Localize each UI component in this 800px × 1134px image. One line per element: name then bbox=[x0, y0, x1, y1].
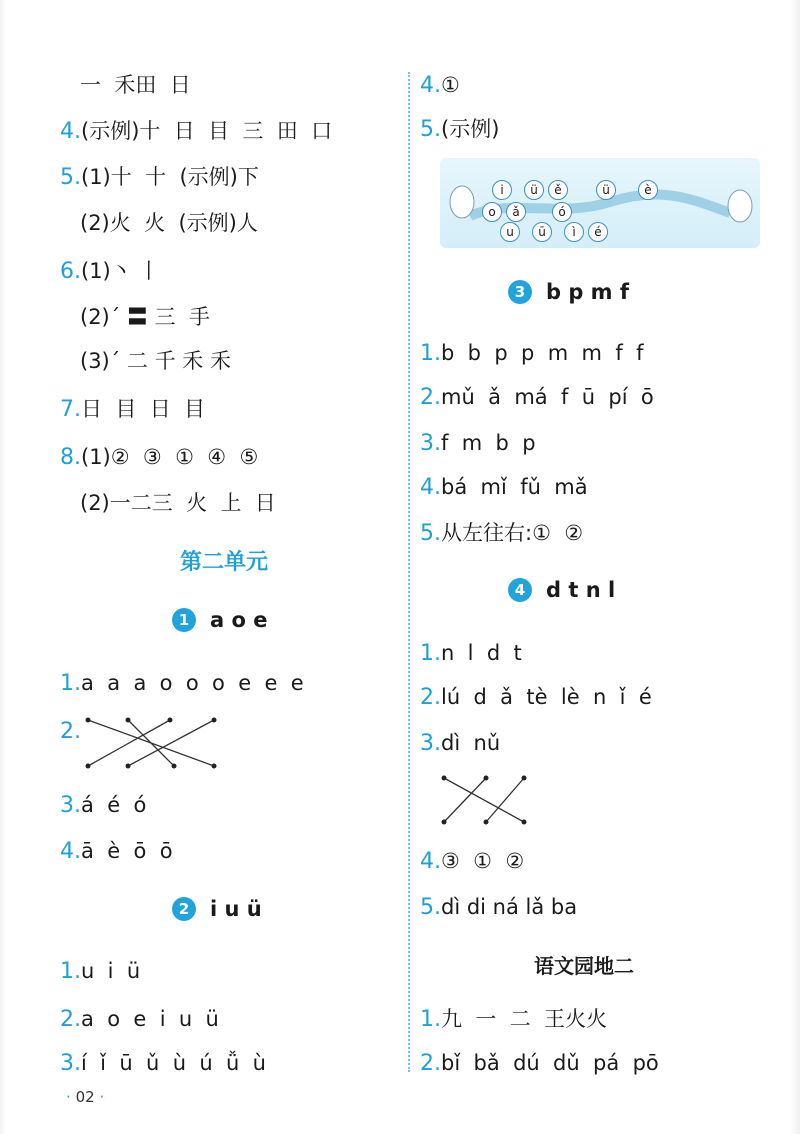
l4-answer-2: 2.lú d ǎ tè lè n ǐ é bbox=[420, 685, 652, 710]
syllable-stone: o bbox=[482, 202, 502, 222]
syllable-stone: ü bbox=[524, 180, 544, 200]
page-number: · 02 · bbox=[66, 1088, 105, 1106]
l1-answer-2: 2. bbox=[60, 719, 81, 744]
syllable-stone: u bbox=[500, 222, 520, 242]
lesson-badge: 3 bbox=[508, 280, 532, 304]
answer-4: 4.(示例)十 日 目 三 田 口 bbox=[60, 119, 333, 144]
l4-answer-4: 4.③ ① ② bbox=[420, 849, 525, 874]
answer-5-1: 5.(1)十 十 (示例)下 bbox=[60, 165, 259, 190]
syllable-stone: i bbox=[492, 180, 512, 200]
illustration-path bbox=[440, 158, 760, 248]
lesson-heading-4 bbox=[508, 578, 615, 602]
l3-answer-4: 4.bá mǐ fǔ mǎ bbox=[420, 475, 588, 500]
answer-r5: 5.(示例) bbox=[420, 117, 500, 142]
l1-answer-4: 4.ā è ō ō bbox=[60, 839, 173, 864]
matching-diagram-1 bbox=[80, 712, 230, 772]
lesson-badge: 1 bbox=[172, 608, 196, 632]
syllable-stone: ì bbox=[564, 222, 584, 242]
lesson-heading-3 bbox=[508, 280, 629, 304]
garden-answer-2: 2.bǐ bǎ dú dǔ pá pō bbox=[420, 1051, 659, 1076]
l3-answer-5: 5.从左往右:① ② bbox=[420, 521, 584, 546]
syllable-stone: ě bbox=[548, 180, 568, 200]
lesson-badge: 2 bbox=[172, 897, 196, 921]
matching-diagram-2 bbox=[438, 770, 538, 830]
answer-8-1: 8.(1)② ③ ① ④ ⑤ bbox=[60, 445, 259, 470]
syllable-stone: è bbox=[638, 180, 658, 200]
l4-answer-3: 3.dì nǔ bbox=[420, 731, 501, 756]
garden-answer-1: 1.九 一 二 王火火 bbox=[420, 1007, 608, 1032]
answer-6-1: 6.(1)丶 丨 bbox=[60, 259, 160, 284]
answer-8-2: (2)一二三 火 上 日 bbox=[80, 491, 276, 515]
l1-answer-1: 1.a a a o o o e e e bbox=[60, 671, 304, 696]
lesson-letters: b p m f bbox=[546, 280, 630, 304]
l3-answer-3: 3.f m b p bbox=[420, 431, 536, 456]
answer-7: 7.日 目 日 目 bbox=[60, 397, 206, 422]
garden-title: 语文园地二 bbox=[534, 954, 634, 978]
answer-6-2: (2)ˊ 〓 三 手 bbox=[80, 305, 210, 329]
lesson-heading-1 bbox=[172, 608, 267, 632]
l2-answer-2: 2.a o e i u ü bbox=[60, 1007, 219, 1032]
l2-answer-1: 1.u i ü bbox=[60, 959, 141, 984]
lesson-letters: i u ü bbox=[210, 897, 262, 921]
syllable-stone: ü bbox=[596, 180, 616, 200]
l4-answer-1: 1.n l d t bbox=[420, 641, 522, 666]
column-divider bbox=[408, 72, 410, 1072]
l3-answer-2: 2.mǔ ǎ má f ū pí ō bbox=[420, 385, 654, 410]
answer-5-2: (2)火 火 (示例)人 bbox=[80, 211, 258, 235]
l4-answer-5: 5.dì di ná lǎ ba bbox=[420, 895, 578, 920]
syllable-stone: ǎ bbox=[506, 202, 526, 222]
lesson-heading-2 bbox=[172, 897, 262, 921]
lesson-letters: a o e bbox=[210, 608, 268, 632]
syllable-stone: ó bbox=[552, 202, 572, 222]
lesson-letters: d t n l bbox=[546, 578, 616, 602]
answer-6-3: (3)ˊ 二 千 禾 禾 bbox=[80, 349, 231, 373]
lesson-badge: 4 bbox=[508, 578, 532, 602]
syllable-stone: é bbox=[588, 222, 608, 242]
l3-answer-1: 1.b b p p m m f f bbox=[420, 341, 644, 366]
answer-line: 一 禾田 日 bbox=[80, 73, 191, 97]
answer-r4: 4.① bbox=[420, 73, 460, 98]
syllable-stone: ū bbox=[532, 222, 552, 242]
l1-answer-3: 3.á é ó bbox=[60, 793, 147, 818]
unit-title: 第二单元 bbox=[180, 550, 269, 575]
l2-answer-3: 3.í ǐ ū ǔ ù ú ǚ ù bbox=[60, 1051, 266, 1076]
